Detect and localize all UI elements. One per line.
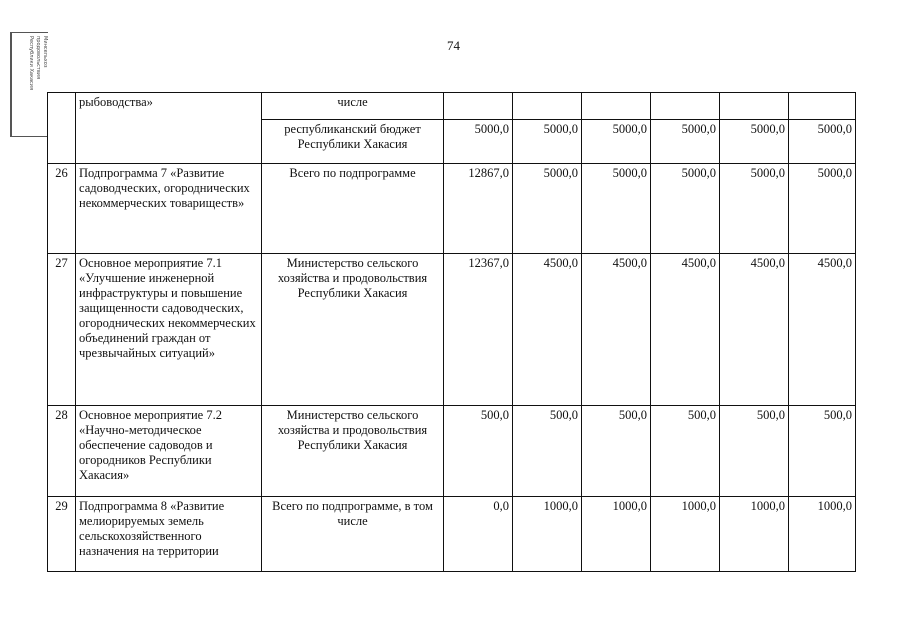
value-cell: 0,0 — [444, 497, 513, 572]
budget-table — [47, 92, 856, 572]
value-cell: 5000,0 — [651, 120, 720, 164]
program-name: рыбоводства» — [76, 93, 262, 164]
value-cell: 4500,0 — [513, 254, 582, 406]
program-name: Основное мероприятие 7.2 «Научно-методическое обеспечение садоводов и огородников Республики Хакасия» — [76, 406, 262, 497]
page-number: 74 — [447, 38, 460, 53]
value-cell: 1000,0 — [582, 497, 651, 572]
value-cell: 4500,0 — [789, 254, 856, 406]
row-number: 27 — [48, 254, 76, 406]
table-row — [48, 497, 856, 572]
stamp-text-line: Минсельхоз — [42, 36, 48, 68]
stamp-text-line: продовольствия — [35, 36, 41, 80]
value-cell: 4500,0 — [720, 254, 789, 406]
value-cell: 1000,0 — [513, 497, 582, 572]
stamp-text-line: Республики Хакасия — [28, 36, 34, 91]
value-cell: 5000,0 — [444, 120, 513, 164]
program-name: Подпрограмма 8 «Развитие мелиорируемых земель сельскохозяйственного назначения на территории — [76, 497, 262, 572]
responsible-executor: Министерство сельского хозяйства и продовольствия Республики Хакасия — [262, 254, 444, 406]
margin-stamp — [10, 32, 50, 142]
program-name: Подпрограмма 7 «Развитие садоводческих, огороднических некоммерческих товариществ» — [76, 164, 262, 254]
program-name: Основное мероприятие 7.1 «Улучшение инженерной инфраструктуры и повышение защищенности садоводческих, огороднических некоммерческих объединений граждан от чрезвычайных ситуаций» — [76, 254, 262, 406]
value-cell: 5000,0 — [720, 120, 789, 164]
value-cell: 1000,0 — [651, 497, 720, 572]
value-cell: 1000,0 — [789, 497, 856, 572]
value-cell — [582, 93, 651, 120]
table-row — [48, 93, 856, 120]
table-row — [48, 406, 856, 497]
value-cell — [444, 93, 513, 120]
responsible-executor: числе — [262, 93, 444, 120]
row-number: 26 — [48, 164, 76, 254]
responsible-executor: республиканский бюджет Республики Хакасия — [262, 120, 444, 164]
value-cell: 5000,0 — [789, 120, 856, 164]
value-cell: 500,0 — [720, 406, 789, 497]
value-cell: 5000,0 — [513, 164, 582, 254]
value-cell — [513, 93, 582, 120]
value-cell — [789, 93, 856, 120]
value-cell — [651, 93, 720, 120]
value-cell: 12867,0 — [444, 164, 513, 254]
value-cell: 4500,0 — [651, 254, 720, 406]
value-cell: 5000,0 — [582, 164, 651, 254]
value-cell: 12367,0 — [444, 254, 513, 406]
stamp-border-line — [10, 32, 12, 137]
value-cell: 500,0 — [651, 406, 720, 497]
stamp-top-line — [10, 32, 48, 33]
row-number: 29 — [48, 497, 76, 572]
value-cell: 5000,0 — [513, 120, 582, 164]
value-cell: 1000,0 — [720, 497, 789, 572]
value-cell — [720, 93, 789, 120]
table-row — [48, 254, 856, 406]
value-cell: 5000,0 — [651, 164, 720, 254]
value-cell: 500,0 — [582, 406, 651, 497]
responsible-executor: Всего по подпрограмме, в том числе — [262, 497, 444, 572]
value-cell: 5000,0 — [720, 164, 789, 254]
responsible-executor: Всего по подпрограмме — [262, 164, 444, 254]
value-cell: 500,0 — [513, 406, 582, 497]
value-cell: 5000,0 — [582, 120, 651, 164]
table-row — [48, 164, 856, 254]
stamp-bottom-line — [10, 136, 48, 137]
row-number: 28 — [48, 406, 76, 497]
value-cell: 500,0 — [789, 406, 856, 497]
responsible-executor: Министерство сельского хозяйства и продовольствия Республики Хакасия — [262, 406, 444, 497]
value-cell: 500,0 — [444, 406, 513, 497]
value-cell: 5000,0 — [789, 164, 856, 254]
row-number — [48, 93, 76, 164]
value-cell: 4500,0 — [582, 254, 651, 406]
